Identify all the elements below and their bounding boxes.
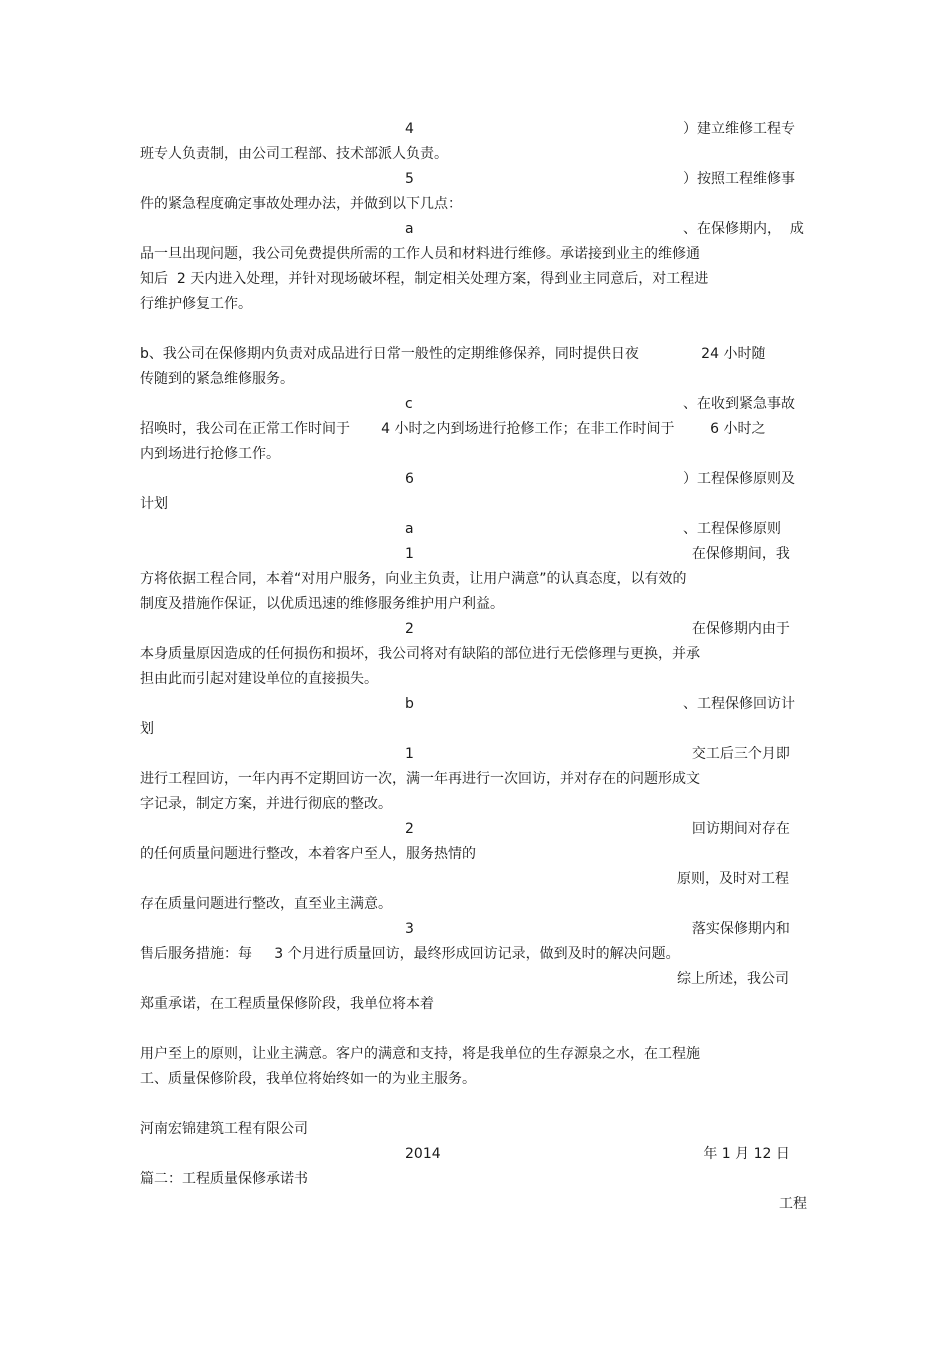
line-fragment: 、在保修期内， 成: [683, 221, 804, 237]
line-fragment: 、在收到紧急事故: [683, 396, 795, 412]
marker-6: 6: [405, 471, 414, 487]
line-fragment: 回访期间对存在: [683, 821, 790, 837]
paragraph-line: 用户至上的原则，让业主满意。客户的满意和支持，将是我单位的生存源泉之水，在工程施: [140, 1046, 700, 1062]
line-fragment: 在保修期间，我: [683, 546, 790, 562]
paragraph-line: 工、质量保修阶段，我单位将始终如一的为业主服务。: [140, 1071, 476, 1087]
marker-1: 1: [405, 746, 414, 762]
paragraph-line: 进行工程回访，一年内再不定期回访一次，满一年再进行一次回访，并对存在的问题形成文: [140, 771, 700, 787]
marker-b: b: [405, 696, 414, 712]
line-fragment: 在保修期内由于: [683, 621, 790, 637]
marker-2: 2: [405, 821, 414, 837]
marker-1: 1: [405, 546, 414, 562]
paragraph-line: b、我公司在保修期内负责对成品进行日常一般性的定期维修保养，同时提供日夜 24 小时随: [140, 346, 766, 362]
paragraph-line: 行维护修复工作。: [140, 296, 252, 312]
trailing-word: 工程: [779, 1196, 807, 1212]
company-name: 河南宏锦建筑工程有限公司: [140, 1121, 308, 1137]
line-fragment: ）工程保修原则及: [683, 471, 795, 487]
date-month-day: 年 1 月 12 日: [690, 1146, 790, 1162]
line-fragment: 交工后三个月即: [683, 746, 790, 762]
paragraph-line: 本身质量原因造成的任何损伤和损坏，我公司将对有缺陷的部位进行无偿修理与更换，并承: [140, 646, 700, 662]
line-fragment: 原则，及时对工程: [677, 871, 789, 887]
paragraph-line: 班专人负责制，由公司工程部、技术部派人负责。: [140, 146, 448, 162]
paragraph-line: 内到场进行抢修工作。: [140, 446, 280, 462]
paragraph-line: 制度及措施作保证，以优质迅速的维修服务维护用户利益。: [140, 596, 504, 612]
paragraph-line: 件的紧急程度确定事故处理办法，并做到以下几点：: [140, 196, 462, 212]
paragraph-line: 字记录，制定方案，并进行彻底的整改。: [140, 796, 392, 812]
line-fragment: ）按照工程维修事: [683, 171, 795, 187]
marker-c: c: [405, 396, 413, 412]
paragraph-line: 售后服务措施：每 3 个月进行质量回访，最终形成回访记录，做到及时的解决问题。: [140, 946, 680, 962]
marker-a: a: [405, 521, 414, 537]
paragraph-line: 担由此而引起对建设单位的直接损失。: [140, 671, 378, 687]
paragraph-line: 招唤时，我公司在正常工作时间于 4 小时之内到场进行抢修工作；在非工作时间于 6 小时之: [140, 421, 766, 437]
marker-a: a: [405, 221, 414, 237]
paragraph-line: 存在质量问题进行整改，直至业主满意。: [140, 896, 392, 912]
line-fragment: 、工程保修原则: [683, 521, 781, 537]
paragraph-line: 计划: [140, 496, 168, 512]
line-fragment: 、工程保修回访计: [683, 696, 795, 712]
line-fragment: 落实保修期内和: [683, 921, 790, 937]
section-heading: 篇二：工程质量保修承诺书: [140, 1171, 308, 1187]
paragraph-line: 郑重承诺，在工程质量保修阶段，我单位将本着: [140, 996, 434, 1012]
paragraph-line: 方将依据工程合同，本着“对用户服务，向业主负责，让用户满意”的认真态度，以有效的: [140, 571, 687, 587]
line-fragment: 综上所述，我公司: [677, 971, 789, 987]
paragraph-line: 传随到的紧急维修服务。: [140, 371, 294, 387]
paragraph-line: 知后 2 天内进入处理，并针对现场破坏程，制定相关处理方案，得到业主同意后，对工程进: [140, 271, 709, 287]
marker-5: 5: [405, 171, 414, 187]
marker-2: 2: [405, 621, 414, 637]
line-fragment: ）建立维修工程专: [683, 121, 795, 137]
date-year: 2014: [405, 1146, 441, 1162]
paragraph-line: 划: [140, 721, 154, 737]
marker-3: 3: [405, 921, 414, 937]
paragraph-line: 的任何质量问题进行整改，本着客户至人，服务热情的: [140, 846, 476, 862]
paragraph-line: 品一旦出现问题，我公司免费提供所需的工作人员和材料进行维修。承诺接到业主的维修通: [140, 246, 700, 262]
marker-4: 4: [405, 121, 414, 137]
